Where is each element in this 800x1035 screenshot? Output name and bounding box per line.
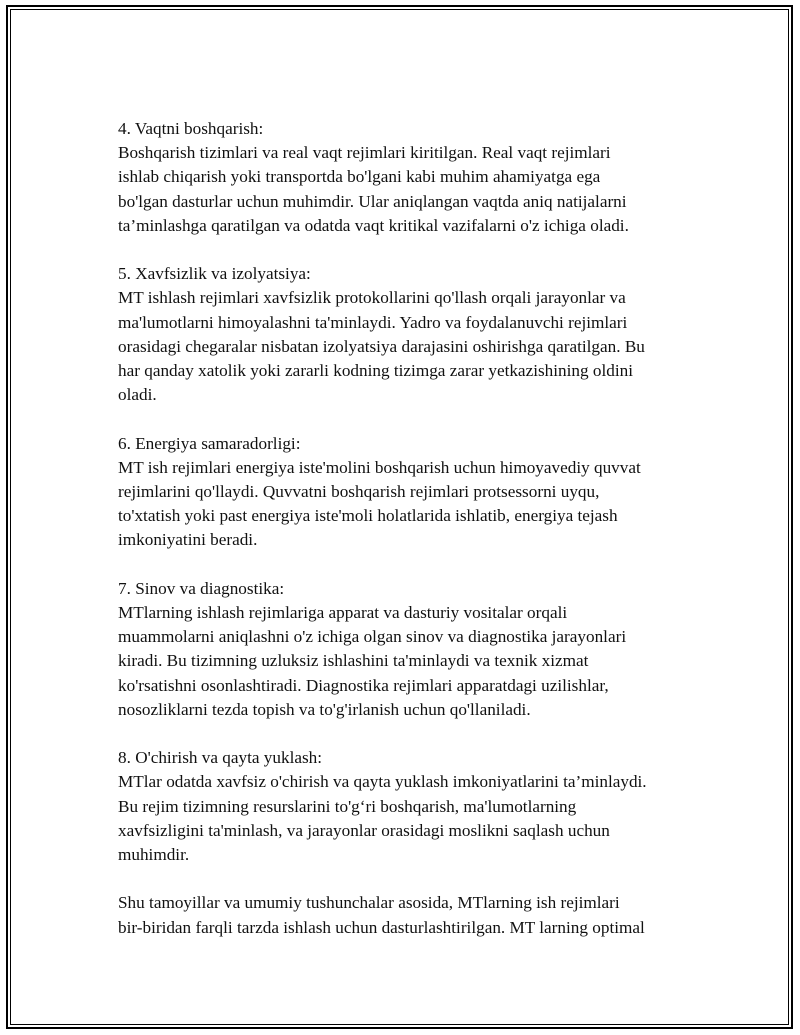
paragraph-line: to'xtatish yoki past energiya iste'moli holatlarida ishlatib, energiya tejash (118, 506, 618, 526)
paragraph-line: nosozliklarni tezda topish va to'g'irlanish uchun qo'llaniladi. (118, 699, 531, 719)
paragraph-line: bir-biridan farqli tarzda ishlash uchun dasturlashtirilgan. MT larning optimal (118, 917, 645, 937)
paragraph-line: Bu rejim tizimning resurslarini to'g‘ri boshqarish, ma'lumotlarning (118, 796, 577, 816)
paragraph-line: ma'lumotlarni himoyalashni ta'minlaydi. Yadro va foydalanuvchi rejimlari (118, 312, 628, 332)
paragraph-line: orasidagi chegaralar nisbatan izolyatsiya darajasini oshirishga qaratilgan. Bu (118, 336, 645, 356)
paragraph-line: har qanday xatolik yoki zararli kodning tizimga zarar yetkazishining oldini (118, 361, 633, 381)
section-heading: 4. Vaqtni boshqarish: (118, 119, 264, 138)
paragraph-line: rejimlarini qo'llaydi. Quvvatni boshqarish rejimlari protsessorni uyqu, (118, 482, 600, 502)
paragraph-line: MT ishlash rejimlari xavfsizlik protokollarini qo'llash orqali jarayonlar va (118, 288, 626, 308)
section-heading: 8. O'chirish va qayta yuklash: (118, 748, 323, 768)
paragraph-line: Shu tamoyillar va umumiy tushunchalar asosida, MTlarning ish rejimlari (118, 893, 620, 913)
paragraph-line: imkoniyatini beradi. (118, 530, 258, 550)
section-energy-efficiency (118, 432, 698, 553)
paragraph-line: ishlab chiqarish yoki transportda bo'lgani kabi muhim ahamiyatga ega (118, 167, 601, 187)
section-heading: 7. Sinov va diagnostika: (118, 578, 285, 598)
paragraph-line: MTlarning ishlash rejimlariga apparat va dasturiy vositalar orqali (118, 603, 568, 623)
paragraph-line: ko'rsatishni osonlashtiradi. Diagnostika rejimlari apparatdagi uzilishlar, (118, 675, 609, 695)
section-security-isolation (118, 262, 698, 407)
paragraph-line: oladi. (118, 385, 157, 405)
section-shutdown-reboot (118, 746, 698, 867)
closing-paragraph (118, 891, 698, 939)
paragraph-line: kiradi. Bu tizimning uzluksiz ishlashini ta'minlaydi va texnik xizmat (118, 651, 589, 671)
paragraph-line: muhimdir. (118, 845, 190, 865)
section-heading: 6. Energiya samaradorligi: (118, 433, 301, 453)
paragraph-line: bo'lgan dasturlar uchun muhimdir. Ular aniqlangan vaqtda aniq natijalarni (118, 191, 627, 211)
paragraph-line: ta’minlashga qaratilgan va odatda vaqt kritikal vazifalarni o'z ichiga oladi. (118, 215, 629, 235)
paragraph-line: xavfsizligini ta'minlash, va jarayonlar orasidagi moslikni saqlash uchun (118, 820, 610, 840)
paragraph-line: MTlar odatda xavfsiz o'chirish va qayta yuklash imkoniyatlarini ta’minlaydi. (118, 772, 647, 792)
document-body (118, 117, 698, 964)
paragraph-line: MT ish rejimlari energiya iste'molini boshqarish uchun himoyavediy quvvat (118, 457, 641, 477)
paragraph-line: Boshqarish tizimlari va real vaqt rejimlari kiritilgan. Real vaqt rejimlari (118, 143, 611, 163)
paragraph-line: muammolarni aniqlashni o'z ichiga olgan sinov va diagnostika jarayonlari (118, 627, 627, 647)
section-heading: 5. Xavfsizlik va izolyatsiya: (118, 264, 311, 284)
section-testing-diagnostics (118, 577, 698, 722)
section-time-management (118, 117, 698, 238)
